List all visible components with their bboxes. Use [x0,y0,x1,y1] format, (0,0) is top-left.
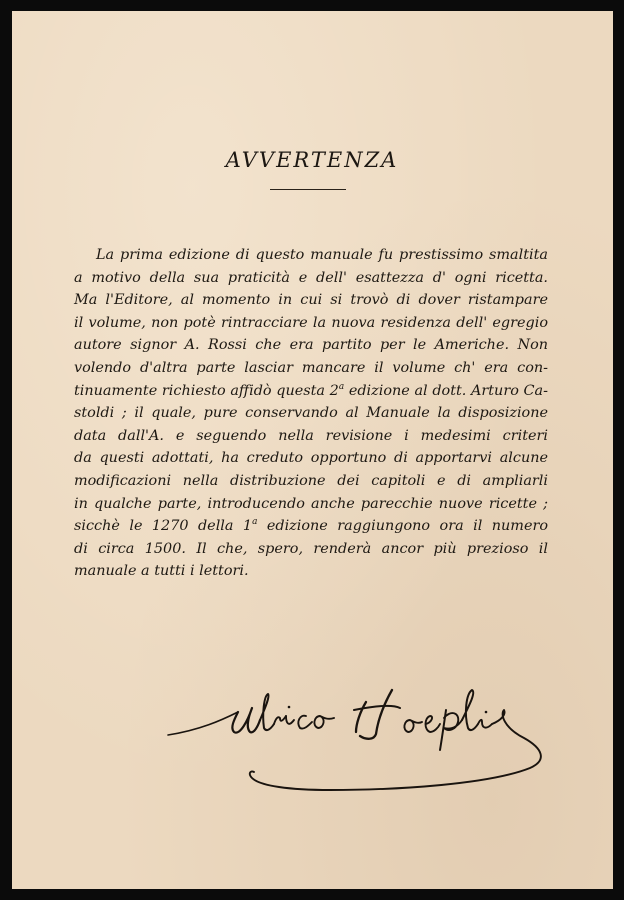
text-line: data dall'A. e seguendo nella revisione i medesimi criteri [74,427,548,444]
body-paragraph [74,244,548,583]
text-fragment: tinuamente richiesto affidò questa 2 [74,382,339,399]
text-fragment: edizione raggiungono ora il numero [257,518,548,535]
text-line: da questi adottati, ha creduto opportuno di apportarvi alcune [74,450,548,467]
ordinal-suffix: a [252,517,258,528]
title-divider [270,189,346,190]
text-line: di circa 1500. Il che, spero, renderà ancor più prezioso il [74,540,548,557]
text-line: manuale a tutti i lettori. [74,563,249,580]
text-line: Ma l'Editore, al momento in cui si trovò di dover ristampare [74,292,548,309]
text-line: il volume, non potè rintracciare la nuova residenza dell' egregio [74,314,548,331]
ordinal-suffix: a [338,381,345,392]
text-line: stoldi ; il quale, pure conservando al Manuale la disposizione [74,405,548,422]
text-line [74,380,548,403]
text-fragment: edizione al dott. Arturo Ca- [344,382,548,399]
signature-drawing [160,680,560,810]
text-line: in qualche parte, introducendo anche parecchie nuove ricette ; [74,495,548,512]
text-fragment: sicchè le 1270 della 1 [74,518,253,535]
signature [160,680,560,810]
text-line: a motivo della sua praticità e dell' esattezza d' ogni ricetta. [74,269,548,286]
text-line: autore signor A. Rossi che era partito per le Americhe. Non [74,337,548,354]
page-title: AVVERTENZA [225,148,399,172]
text-line: La prima edizione di questo manuale fu prestissimo smaltita [96,247,548,263]
text-line [74,515,548,538]
text-line: volendo d'altra parte lasciar mancare il volume ch' era con- [74,359,548,376]
text-line: modificazioni nella distribuzione dei capitoli e di ampliarli [74,472,548,489]
